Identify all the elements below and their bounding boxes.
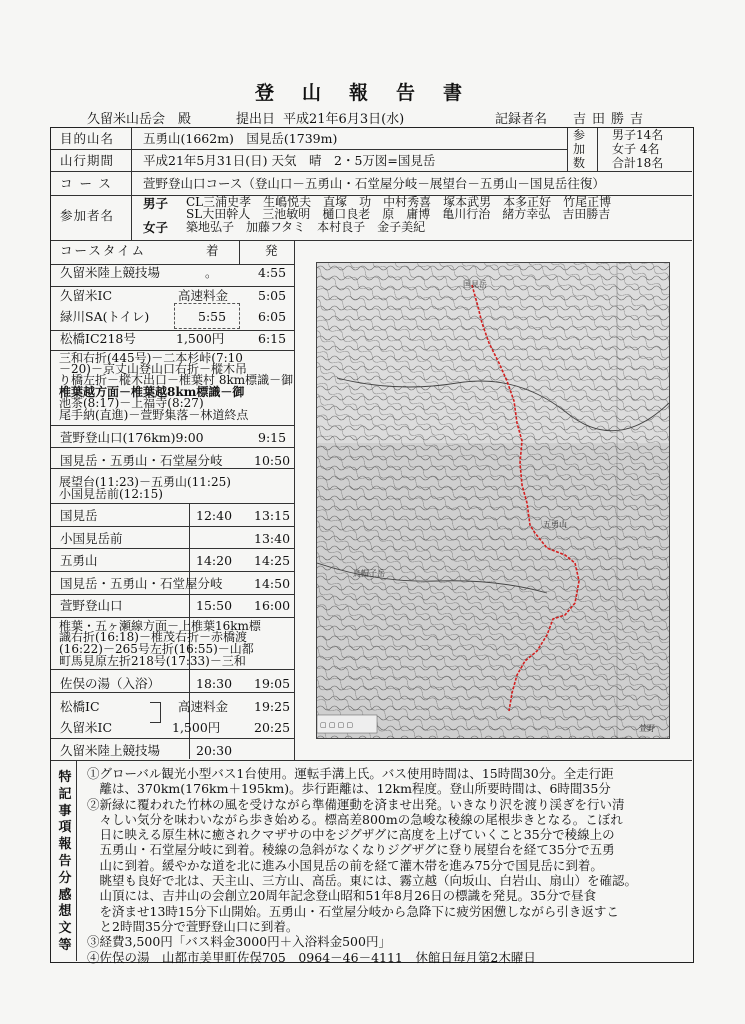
map-label-kunimidake: 国見岳	[463, 280, 487, 289]
note-line: 五勇山・石堂屋分岐に到着。稜線の急斜がなくなりジグザグに登り展望台を経て35分で五勇	[87, 842, 615, 858]
members-label: 参加者名	[60, 208, 115, 223]
route-map	[316, 262, 670, 739]
note-line: ①グローバル観光小型バス1台使用。運転手溝上氏。バス使用時間は、15時間30分。全走行距	[87, 766, 614, 781]
sa-dashed-box	[174, 303, 240, 329]
target-value: 五勇山(1662m) 国見岳(1739m)	[143, 131, 338, 146]
rule	[597, 128, 598, 171]
male-label: 男子	[143, 196, 169, 211]
rule	[294, 240, 295, 760]
submitted-date: 平成21年6月3日(水)	[283, 112, 405, 127]
row-dep: 6:05	[258, 309, 287, 324]
rule	[51, 171, 692, 172]
row-dep: 10:50	[254, 453, 291, 468]
participants-label-3: 数	[573, 156, 586, 170]
rule	[51, 503, 294, 504]
rule	[51, 617, 294, 618]
rule	[239, 240, 240, 264]
recorder-name: 吉田勝吉	[573, 112, 650, 127]
route-note-line: 識右折(16:18)－椎茂右折－赤橋渡	[59, 630, 247, 644]
note-line: と2時間35分で萱野登山口に到着。	[87, 918, 299, 934]
row-name: 佐俣の湯（入浴）	[60, 676, 161, 691]
row-name: 松橋IC218号	[60, 331, 136, 346]
participants-label-2: 加	[573, 142, 586, 156]
total-count: 合計18名	[612, 156, 664, 170]
note-line: ③経費3,500円「バス料金3000円＋入浴料金500円」	[87, 934, 391, 950]
topographic-map	[317, 263, 669, 738]
rule	[131, 128, 132, 240]
course-value: 萱野登山口コース（登山口－五勇山・石堂屋分岐－展望台－五勇山－国見岳往復）	[143, 176, 605, 191]
male-members-1: CL三浦史孝 生嶋悦夫 直塚 功 中村秀喜 塚本武男 本多正好 竹尾正博	[186, 195, 612, 209]
row-arr: 20:30	[196, 743, 233, 758]
note-line: ②新緑に覆われた竹林の風を受けながら準備運動を済ませ出発。いきなり沢を渡り渓ぎを行い清	[87, 796, 625, 812]
rule	[51, 286, 294, 287]
rule	[51, 571, 294, 572]
row-dep: 13:15	[254, 508, 291, 523]
row-arr: 18:30	[196, 676, 233, 691]
period-label: 山行期間	[60, 153, 115, 168]
rule	[51, 738, 294, 739]
svg-text:▢ ▢ ▢ ▢: ▢ ▢ ▢ ▢	[320, 721, 354, 729]
row-name: 萱野登山口(176km)9:00	[60, 430, 204, 445]
note-line: ④佐俣の湯 山都市美里町佐俣705 0964－46－4111 休館日毎月第2木曜日	[87, 949, 536, 965]
male-members-2: SL大田幹人 三池敏明 樋口良老 原 庸博 亀川行治 緒方幸弘 吉田勝吉	[186, 207, 611, 221]
rule	[51, 548, 294, 549]
row-dep: 20:25	[254, 720, 291, 735]
page-title: 登山報告書	[254, 82, 490, 104]
row-mid: 高速料金	[178, 288, 229, 303]
timetable-header-name: コースタイム	[60, 243, 147, 258]
timetable-header-arr: 着	[206, 243, 219, 258]
rule	[51, 149, 567, 150]
row-dep: 5:05	[258, 288, 287, 303]
row-name: 小国見岳前	[60, 531, 123, 546]
female-label: 女子	[143, 220, 169, 235]
submitted-label: 提出日	[236, 112, 276, 127]
note-line: 山頂には、吉井山の会創立20周年記念登山昭和51年8月26日の標識を発見。35分で昼食	[87, 888, 597, 904]
female-members: 築地弘子 加藤フタミ 本村良子 金子美紀	[186, 220, 426, 234]
map-label-eboshidake: 烏帽子岳	[353, 569, 385, 578]
period-value: 平成21年5月31日(日) 天気 晴 2・5万図=国見岳	[143, 153, 436, 168]
row-name: 国見岳	[60, 508, 98, 523]
row-name: 久留米IC	[60, 288, 113, 303]
note-line: 日に映える原生林に癒されクマザサの中をジグザグに高度を上げていくこと35分で稜線上の	[87, 827, 615, 843]
row-name: 久留米IC	[60, 720, 113, 735]
route-note-line: り橋左折－樅木出口－椎葉村 8km標識－御	[59, 373, 294, 387]
recorder-label: 記録者名	[495, 112, 548, 127]
route-note-line: 三和右折(445号)－二本杉峠(7:10	[59, 351, 243, 365]
note-line: 々しい気分を味わいながら歩き始める。標高差800mの急峻な稜線の尾根歩きとなる。こぼれ	[87, 811, 623, 827]
row-name: 萱野登山口	[60, 598, 123, 613]
row-dep: 13:40	[254, 531, 291, 546]
row-name: 緑川SA(トイレ)	[60, 309, 150, 324]
note-line: 離は、370km(176km＋195km)。歩行距離は、12km程度。登山所要時間は、6時間35分	[87, 781, 611, 797]
row-arr: 15:50	[196, 598, 233, 613]
row-dep: 19:25	[254, 699, 291, 714]
row-dep: 14:50	[254, 576, 291, 591]
club-name: 久留米山岳会 殿	[87, 112, 192, 127]
row-dep: 4:55	[258, 265, 287, 280]
timetable-header-dep: 発	[265, 243, 278, 258]
notes-body	[87, 766, 687, 965]
rule	[76, 760, 77, 961]
female-count: 女子 4名	[612, 142, 660, 156]
route-note-line: 池茶(8:17)－上福寺(8:27)	[59, 396, 204, 410]
route-note-line: －20)－京丈山登山口右折－樅木吊	[59, 362, 247, 376]
row-name: 松橋IC	[60, 699, 100, 714]
male-count: 男子14名	[612, 128, 664, 142]
notes-side-label: 特記事項報告分感想文等	[58, 770, 72, 953]
row-name: 久留米陸上競技場	[60, 265, 161, 280]
row-arr: 14:20	[196, 553, 233, 568]
rule	[51, 468, 294, 469]
rule	[51, 594, 294, 595]
rule	[567, 128, 568, 171]
rule	[51, 447, 294, 448]
rule	[51, 669, 294, 670]
row-arr: 。	[205, 265, 218, 280]
ic-bracket	[150, 702, 161, 723]
row-mid: 1,500円	[172, 720, 221, 735]
course-label: コース	[60, 176, 118, 191]
route-note-line: 椎葉越方面－椎葉越8km標識－御	[59, 385, 245, 399]
row-name: 国見岳・五勇山・石堂屋分岐	[60, 576, 223, 591]
route-note-line: 展望台(11:23)－五勇山(11:25)	[59, 475, 231, 489]
rule	[51, 692, 294, 693]
rule	[51, 425, 294, 426]
map-label-kayano: 萱野	[639, 724, 655, 733]
row-name: 久留米陸上競技場	[60, 743, 161, 758]
note-line: 山に到着。緩やかな道を北に進み小国見岳の前を経て灌木帯を進み75分で国見岳に到着。	[87, 857, 603, 873]
row-name: 国見岳・五勇山・石堂屋分岐	[60, 453, 223, 468]
route-note-line: 町馬見原左折218号(17:33)－三和	[59, 654, 246, 668]
row-dep: 9:15	[258, 430, 287, 445]
route-note-line: 椎葉・五ヶ瀬線方面－上椎葉16km標	[59, 619, 261, 633]
note-line: 眺望も良好で北は、天主山、三方山、高岳。東には、霧立越（向坂山、白岩山、扇山）を確認。	[87, 873, 638, 889]
row-name: 五勇山	[60, 553, 98, 568]
participants-label-1: 参	[573, 128, 586, 142]
row-arr: 5:55	[198, 309, 227, 324]
row-dep: 6:15	[258, 331, 287, 346]
row-arr: 12:40	[196, 508, 233, 523]
target-label: 目的山名	[60, 131, 115, 146]
note-line: を済ませ13時15分下山開始。五勇山・石堂屋分岐から急降下に疲労困憊しながら引き返すこ	[87, 903, 619, 919]
route-note-line: 小国見岳前(12:15)	[59, 487, 163, 501]
rule	[51, 526, 294, 527]
row-dep: 16:00	[254, 598, 291, 613]
rule	[51, 760, 692, 761]
rule	[51, 240, 692, 241]
row-dep: 14:25	[254, 553, 291, 568]
route-note-line: (16:22)－265号左折(16:55)－山都	[59, 642, 254, 656]
row-mid: 1,500円	[176, 331, 225, 346]
row-mid: 高速料金	[178, 699, 229, 714]
map-label-goyuzan: 五勇山	[543, 520, 567, 529]
route-note-line: 尾手納(直進)－萱野集落－林道終点	[59, 408, 249, 422]
row-dep: 19:05	[254, 676, 291, 691]
